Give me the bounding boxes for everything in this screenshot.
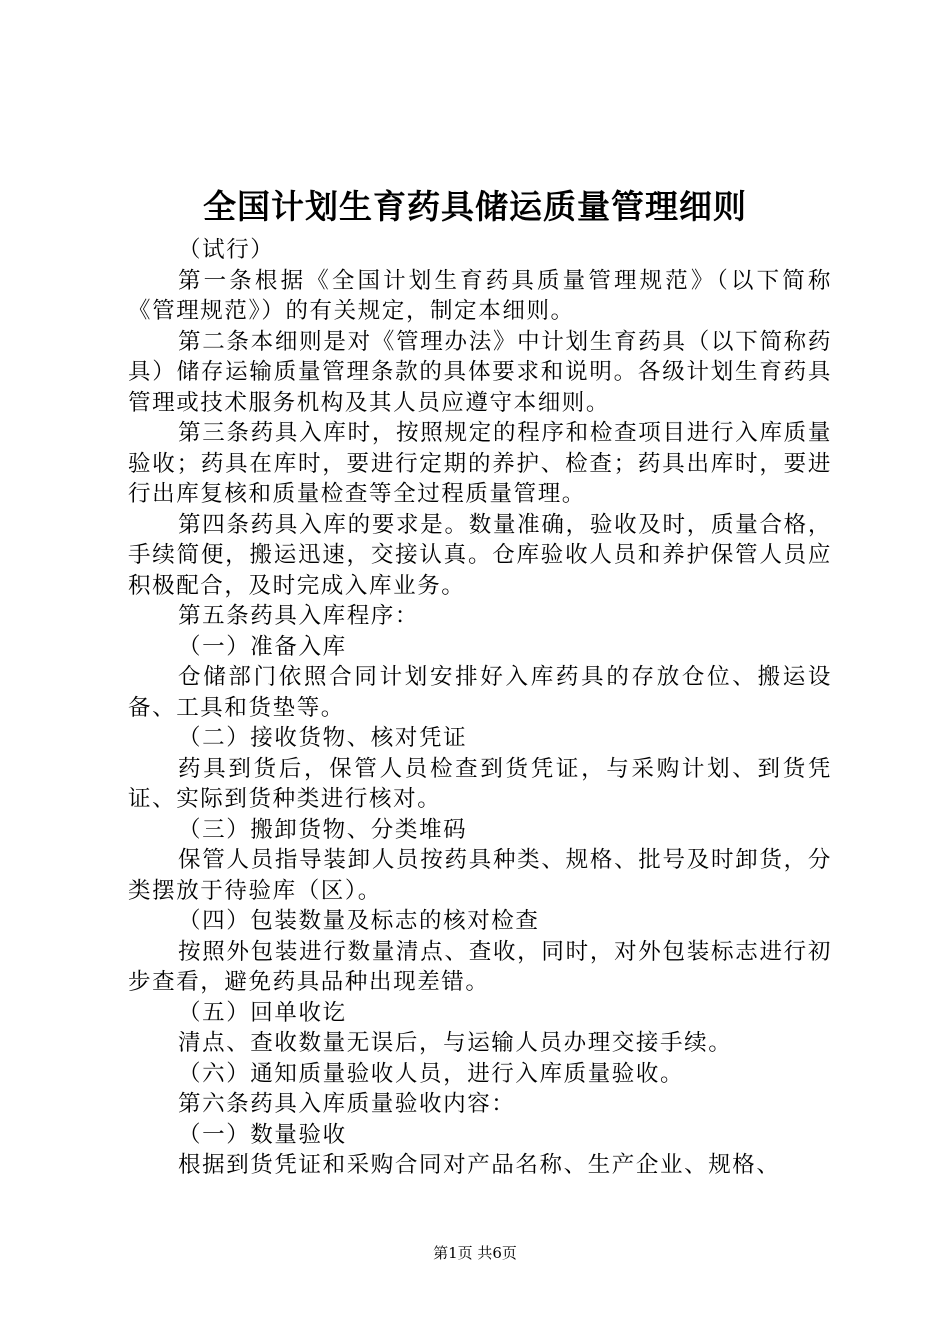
paragraph-item-heading: （一）数量验收 (178, 1121, 347, 1148)
paragraph-article-2: 第二条本细则是对《管理办法》中计划生育药具（以下简称药具）储存运输质量管理条款的具体要求和说明。各级计划生育药具管理或技术服务机构及其人员应遵守本细则。 (128, 328, 832, 416)
paragraph-item-text: 根据到货凭证和采购合同对产品名称、生产企业、规格、 (178, 1152, 781, 1178)
document-title: 全国计划生育药具储运质量管理细则 (203, 187, 747, 226)
page-number-footer: 第1页 共6页 (433, 1244, 517, 1262)
paragraph-article-4: 第四条药具入库的要求是。数量准确，验收及时，质量合格，手续简便，搬运迅速，交接认真。仓库验收人员和养护保管人员应积极配合，及时完成入库业务。 (128, 511, 832, 599)
paragraph-item-heading: （六）通知质量验收人员，进行入库质量验收。 (178, 1060, 685, 1087)
paragraph-article-6: 第六条药具入库质量验收内容： (178, 1091, 516, 1117)
paragraph-item-heading: （五）回单收讫 (178, 999, 347, 1026)
paragraph-item-heading: （三）搬卸货物、分类堆码 (178, 816, 468, 843)
paragraph-article-5: 第五条药具入库程序： (178, 603, 420, 629)
paragraph-item-text: 按照外包装进行数量清点、查收，同时，对外包装标志进行初步查看，避免药具品种出现差错。 (128, 938, 832, 995)
paragraph-item-heading: （二）接收货物、核对凭证 (178, 725, 468, 751)
paragraph-item-text: 仓储部门依照合同计划安排好入库药具的存放仓位、搬运设备、工具和货垫等。 (128, 664, 832, 721)
paragraph-item-text: 药具到货后，保管人员检查到货凭证，与采购计划、到货凭证、实际到货种类进行核对。 (128, 755, 832, 812)
paragraph-item-text: 清点、查收数量无误后，与运输人员办理交接手续。 (178, 1030, 733, 1056)
paragraph-item-text: 保管人员指导装卸人员按药具种类、规格、批号及时卸货，分类摆放于待验库（区）。 (128, 847, 832, 904)
paragraph-item-heading: （一）准备入库 (178, 633, 347, 660)
paragraph-trial-note: （试行） (178, 237, 275, 263)
paragraph-article-3: 第三条药具入库时，按照规定的程序和检查项目进行入库质量验收；药具在库时，要进行定期的养护、检查；药具出库时，要进行出库复核和质量检查等全过程质量管理。 (128, 420, 832, 507)
document-body (128, 235, 832, 1181)
paragraph-item-heading: （四）包装数量及标志的核对检查 (178, 908, 540, 934)
paragraph-article-1: 第一条根据《全国计划生育药具质量管理规范》（以下简称《管理规范》）的有关规定，制定本细则。 (128, 267, 832, 324)
